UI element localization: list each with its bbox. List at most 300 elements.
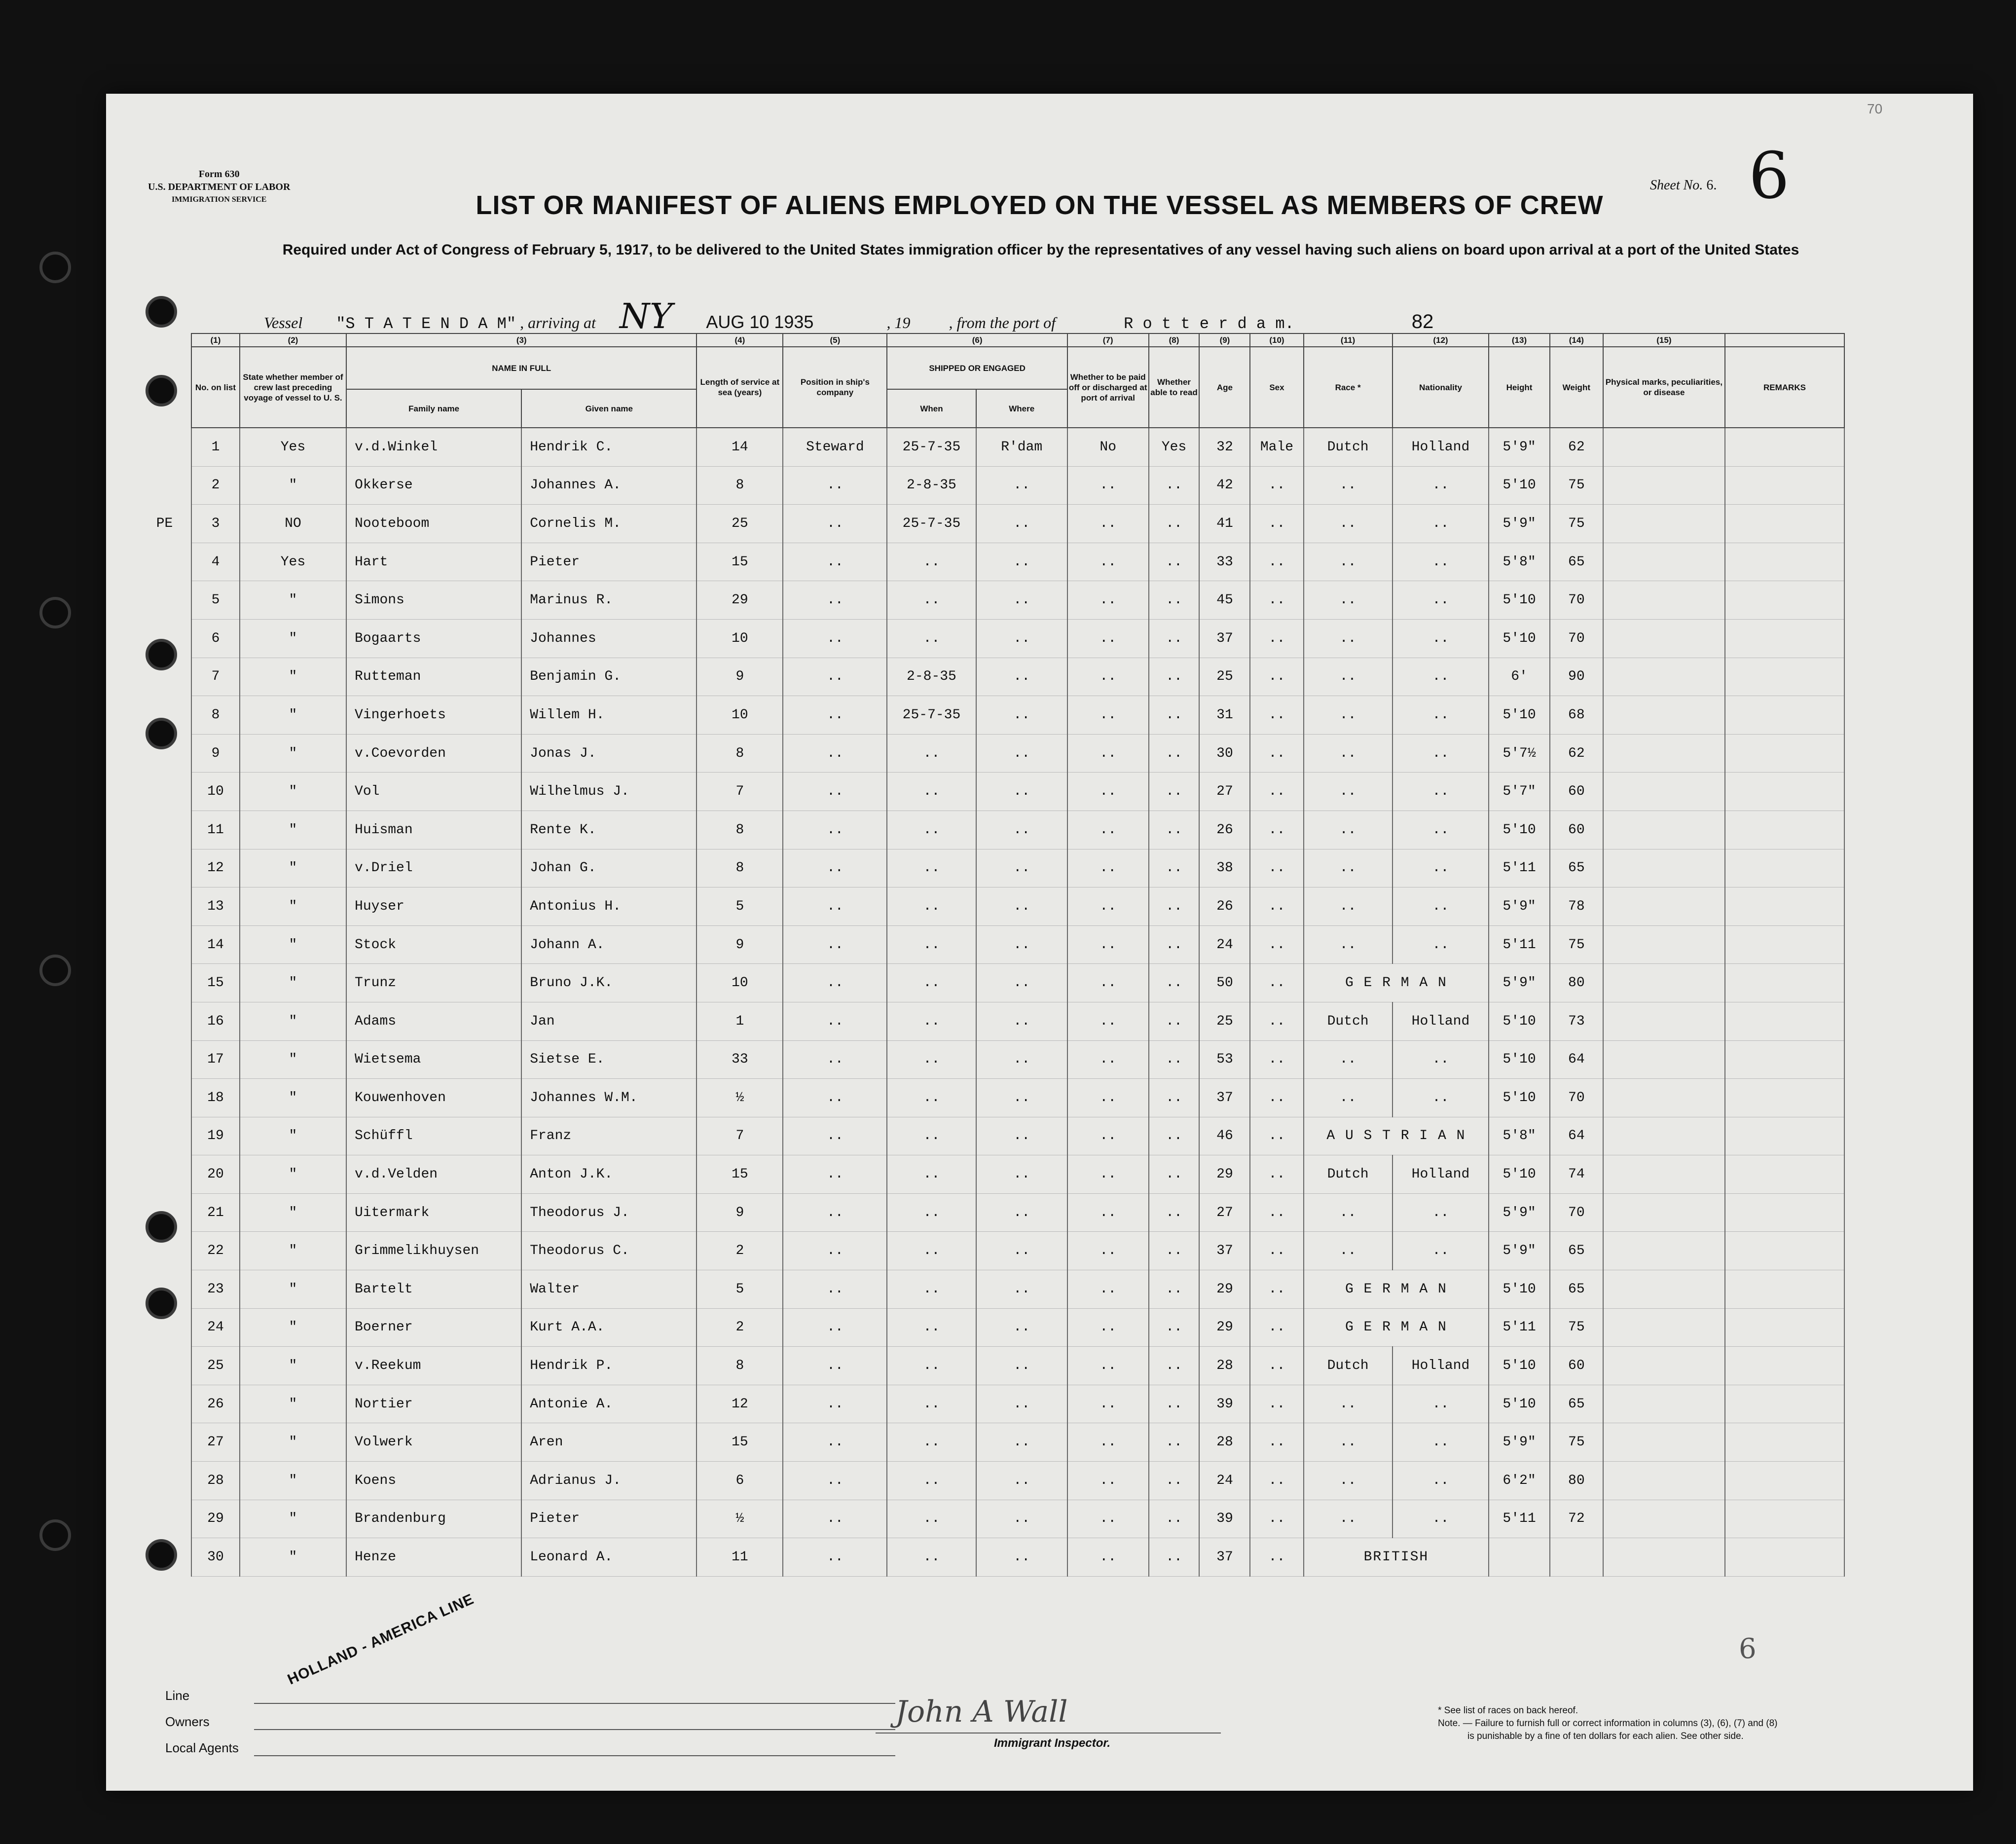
row-able-to-read: .. (1149, 887, 1200, 926)
row-prefix-mark (138, 925, 191, 964)
row-able-to-read: .. (1149, 964, 1200, 1002)
form-number: Form 630 (198, 169, 240, 180)
row-position: .. (783, 696, 887, 735)
row-paid-off: .. (1067, 734, 1149, 773)
row-prefix-mark (138, 581, 191, 620)
row-last-voyage: " (240, 1500, 346, 1538)
row-race: .. (1304, 887, 1393, 926)
row-length-of-service: 2 (696, 1308, 783, 1347)
row-position: .. (783, 887, 887, 926)
row-remarks (1725, 1040, 1844, 1079)
row-remarks (1725, 1500, 1844, 1538)
row-last-voyage: " (240, 1232, 346, 1270)
row-remarks (1725, 658, 1844, 696)
row-race: .. (1304, 619, 1393, 658)
row-remarks (1725, 1347, 1844, 1385)
row-sex: .. (1250, 1385, 1303, 1423)
row-prefix-mark (138, 1423, 191, 1462)
row-shipped-where: .. (976, 658, 1067, 696)
from-label: , from the port of (949, 314, 1056, 332)
row-weight: 65 (1550, 543, 1603, 581)
row-weight: 62 (1550, 428, 1603, 466)
row-physical-marks (1603, 964, 1725, 1002)
row-given-name: Willem H. (521, 696, 696, 735)
row-physical-marks (1603, 1040, 1725, 1079)
manifest-sheet (106, 94, 1973, 1791)
row-physical-marks (1603, 1538, 1725, 1577)
table-row (138, 619, 1844, 658)
row-last-voyage: " (240, 658, 346, 696)
row-remarks (1725, 1079, 1844, 1117)
row-height: 5'7½ (1489, 734, 1550, 773)
row-height: 5'10 (1489, 1155, 1550, 1194)
row-paid-off: .. (1067, 925, 1149, 964)
row-shipped-where: .. (976, 696, 1067, 735)
row-family-name: Huisman (346, 811, 521, 849)
row-shipped-when: .. (887, 734, 976, 773)
col-num-13: (13) (1489, 333, 1550, 347)
row-prefix-mark (138, 1462, 191, 1500)
row-number: 28 (191, 1462, 240, 1500)
row-number: 17 (191, 1040, 240, 1079)
row-physical-marks (1603, 1193, 1725, 1232)
row-prefix-mark (138, 811, 191, 849)
row-age: 45 (1199, 581, 1250, 620)
row-able-to-read: .. (1149, 1117, 1200, 1155)
row-shipped-where: .. (976, 466, 1067, 505)
row-shipped-where: .. (976, 505, 1067, 543)
row-shipped-where: .. (976, 1002, 1067, 1040)
row-weight: 90 (1550, 658, 1603, 696)
row-paid-off: .. (1067, 1423, 1149, 1462)
row-paid-off: .. (1067, 773, 1149, 811)
row-last-voyage: NO (240, 505, 346, 543)
row-number: 16 (191, 1002, 240, 1040)
row-nationality: Holland (1393, 1155, 1489, 1194)
row-shipped-where: .. (976, 1040, 1067, 1079)
row-nationality: .. (1393, 1193, 1489, 1232)
row-position: .. (783, 773, 887, 811)
binder-hole (39, 597, 71, 628)
row-shipped-when: .. (887, 1462, 976, 1500)
row-sex: .. (1250, 1538, 1303, 1577)
row-prefix-mark (138, 1117, 191, 1155)
row-remarks (1725, 619, 1844, 658)
row-position: .. (783, 964, 887, 1002)
row-given-name: Walter (521, 1270, 696, 1309)
row-length-of-service: 8 (696, 466, 783, 505)
row-physical-marks (1603, 1155, 1725, 1194)
row-shipped-when: .. (887, 1155, 976, 1194)
note-races: * See list of races on back hereof. (1438, 1705, 1578, 1716)
row-last-voyage: " (240, 1193, 346, 1232)
row-sex: .. (1250, 696, 1303, 735)
inspector-label: Immigrant Inspector. (994, 1736, 1111, 1750)
row-prefix-mark (138, 466, 191, 505)
row-prefix-mark (138, 1079, 191, 1117)
row-physical-marks (1603, 925, 1725, 964)
row-weight: 75 (1550, 505, 1603, 543)
row-physical-marks (1603, 1423, 1725, 1462)
row-physical-marks (1603, 1002, 1725, 1040)
row-race: Dutch (1304, 1155, 1393, 1194)
row-weight: 72 (1550, 1500, 1603, 1538)
row-physical-marks (1603, 1232, 1725, 1270)
row-shipped-when: .. (887, 773, 976, 811)
row-sex: .. (1250, 1193, 1303, 1232)
row-family-name: Boerner (346, 1308, 521, 1347)
binder-hole (39, 1519, 71, 1551)
row-last-voyage: " (240, 849, 346, 887)
table-row (138, 1538, 1844, 1577)
row-remarks (1725, 1308, 1844, 1347)
row-shipped-when: .. (887, 543, 976, 581)
row-last-voyage: " (240, 773, 346, 811)
row-age: 46 (1199, 1117, 1250, 1155)
row-family-name: Bogaarts (346, 619, 521, 658)
row-given-name: Sietse E. (521, 1040, 696, 1079)
row-number: 1 (191, 428, 240, 466)
owners-rule (254, 1729, 895, 1730)
row-age: 39 (1199, 1500, 1250, 1538)
year-label: , 19 (886, 314, 911, 332)
row-number: 3 (191, 505, 240, 543)
row-given-name: Jonas J. (521, 734, 696, 773)
row-weight: 60 (1550, 773, 1603, 811)
bottom-mark: 6 (1739, 1633, 1757, 1665)
row-position: .. (783, 1002, 887, 1040)
row-last-voyage: " (240, 1079, 346, 1117)
row-sex: .. (1250, 1347, 1303, 1385)
row-physical-marks (1603, 658, 1725, 696)
row-physical-marks (1603, 505, 1725, 543)
col-name-in-full: NAME IN FULL (346, 347, 696, 389)
row-family-name: Grimmelikhuysen (346, 1232, 521, 1270)
row-family-name: Henze (346, 1538, 521, 1577)
row-able-to-read: .. (1149, 734, 1200, 773)
row-paid-off: .. (1067, 811, 1149, 849)
row-last-voyage: " (240, 1538, 346, 1577)
row-race: .. (1304, 1385, 1393, 1423)
row-shipped-where: .. (976, 1423, 1067, 1462)
row-shipped-when: .. (887, 849, 976, 887)
row-nationality: .. (1393, 1079, 1489, 1117)
row-nationality: .. (1393, 1462, 1489, 1500)
row-family-name: Nortier (346, 1385, 521, 1423)
table-row (138, 1308, 1844, 1347)
row-weight: 65 (1550, 849, 1603, 887)
row-paid-off: .. (1067, 1232, 1149, 1270)
row-remarks (1725, 773, 1844, 811)
row-number: 10 (191, 773, 240, 811)
row-age: 29 (1199, 1270, 1250, 1309)
row-shipped-where: .. (976, 1308, 1067, 1347)
row-paid-off: .. (1067, 1347, 1149, 1385)
row-last-voyage: " (240, 1462, 346, 1500)
row-sex: .. (1250, 849, 1303, 887)
row-number: 20 (191, 1155, 240, 1194)
table-header (138, 333, 1844, 428)
row-shipped-where: .. (976, 925, 1067, 964)
row-nationality: .. (1393, 887, 1489, 926)
col-able-to-read: Whether able to read (1149, 347, 1200, 428)
row-shipped-where: .. (976, 1155, 1067, 1194)
row-height: 5'7" (1489, 773, 1550, 811)
row-nationality: .. (1393, 1500, 1489, 1538)
row-weight: 62 (1550, 734, 1603, 773)
table-row (138, 505, 1844, 543)
col-given-name: Given name (521, 389, 696, 428)
row-sex: .. (1250, 1002, 1303, 1040)
col-no-on-list: No. on list (191, 347, 240, 428)
row-length-of-service: 7 (696, 773, 783, 811)
row-sex: .. (1250, 964, 1303, 1002)
row-able-to-read: .. (1149, 581, 1200, 620)
col-shipped-or-engaged: SHIPPED OR ENGAGED (887, 347, 1067, 389)
row-remarks (1725, 1462, 1844, 1500)
row-sex: .. (1250, 505, 1303, 543)
row-given-name: Bruno J.K. (521, 964, 696, 1002)
row-number: 27 (191, 1423, 240, 1462)
binder-hole (146, 1539, 177, 1571)
row-position: .. (783, 925, 887, 964)
row-race: G E R M A N (1304, 1308, 1489, 1347)
row-given-name: Rente K. (521, 811, 696, 849)
row-able-to-read: .. (1149, 658, 1200, 696)
row-physical-marks (1603, 1500, 1725, 1538)
service-name: IMMIGRATION SERVICE (171, 195, 267, 204)
col-sex: Sex (1250, 347, 1303, 428)
row-family-name: Rutteman (346, 658, 521, 696)
row-shipped-when: .. (887, 925, 976, 964)
row-physical-marks (1603, 696, 1725, 735)
row-paid-off: .. (1067, 619, 1149, 658)
row-shipped-when: .. (887, 1308, 976, 1347)
row-nationality: .. (1393, 1040, 1489, 1079)
table-row (138, 1079, 1844, 1117)
row-number: 12 (191, 849, 240, 887)
row-height: 5'10 (1489, 811, 1550, 849)
row-weight: 70 (1550, 581, 1603, 620)
row-able-to-read: .. (1149, 1538, 1200, 1577)
row-last-voyage: Yes (240, 428, 346, 466)
row-nationality: .. (1393, 543, 1489, 581)
row-nationality: .. (1393, 734, 1489, 773)
row-paid-off: .. (1067, 1040, 1149, 1079)
row-remarks (1725, 734, 1844, 773)
row-shipped-where: .. (976, 581, 1067, 620)
row-remarks (1725, 1117, 1844, 1155)
row-age: 53 (1199, 1040, 1250, 1079)
row-length-of-service: 7 (696, 1117, 783, 1155)
row-family-name: Adams (346, 1002, 521, 1040)
row-family-name: Huyser (346, 887, 521, 926)
row-given-name: Cornelis M. (521, 505, 696, 543)
table-row (138, 1347, 1844, 1385)
row-length-of-service: 12 (696, 1385, 783, 1423)
col-num-12: (12) (1393, 333, 1489, 347)
table-row (138, 849, 1844, 887)
row-number: 2 (191, 466, 240, 505)
page-title: LIST OR MANIFEST OF ALIENS EMPLOYED ON THE VESSEL AS MEMBERS OF CREW (476, 190, 1604, 220)
row-paid-off: .. (1067, 887, 1149, 926)
row-number: 18 (191, 1079, 240, 1117)
row-age: 37 (1199, 619, 1250, 658)
row-shipped-when: 25-7-35 (887, 505, 976, 543)
row-height: 5'10 (1489, 619, 1550, 658)
row-able-to-read: .. (1149, 1462, 1200, 1500)
row-last-voyage: " (240, 619, 346, 658)
row-paid-off: .. (1067, 696, 1149, 735)
row-family-name: v.Driel (346, 849, 521, 887)
row-race: .. (1304, 1423, 1393, 1462)
col-where: Where (976, 389, 1067, 428)
sheet-number-handwritten: 6 (1749, 138, 1790, 213)
row-remarks (1725, 581, 1844, 620)
table-row (138, 1117, 1844, 1155)
row-position: .. (783, 1040, 887, 1079)
row-position: Steward (783, 428, 887, 466)
row-paid-off: .. (1067, 1385, 1149, 1423)
row-sex: Male (1250, 428, 1303, 466)
row-age: 26 (1199, 811, 1250, 849)
row-length-of-service: 10 (696, 619, 783, 658)
row-sex: .. (1250, 1423, 1303, 1462)
row-shipped-where: .. (976, 1270, 1067, 1309)
row-height: 5'9" (1489, 505, 1550, 543)
row-given-name: Theodorus J. (521, 1193, 696, 1232)
row-last-voyage: " (240, 1040, 346, 1079)
row-physical-marks (1603, 581, 1725, 620)
table-row (138, 964, 1844, 1002)
row-physical-marks (1603, 543, 1725, 581)
row-last-voyage: Yes (240, 543, 346, 581)
owners-label: Owners (165, 1714, 210, 1729)
row-length-of-service: 9 (696, 1193, 783, 1232)
row-prefix-mark (138, 428, 191, 466)
row-remarks (1725, 696, 1844, 735)
row-race: G E R M A N (1304, 964, 1489, 1002)
row-able-to-read: .. (1149, 1423, 1200, 1462)
footer-notes (1438, 1704, 1777, 1743)
row-height: 5'9" (1489, 1232, 1550, 1270)
row-length-of-service: 25 (696, 505, 783, 543)
row-remarks (1725, 1193, 1844, 1232)
row-age: 27 (1199, 1193, 1250, 1232)
row-last-voyage: " (240, 1117, 346, 1155)
row-age: 39 (1199, 1385, 1250, 1423)
row-age: 30 (1199, 734, 1250, 773)
row-race: .. (1304, 849, 1393, 887)
row-weight (1550, 1538, 1603, 1577)
row-physical-marks (1603, 773, 1725, 811)
row-age: 24 (1199, 925, 1250, 964)
row-number: 11 (191, 811, 240, 849)
row-weight: 74 (1550, 1155, 1603, 1194)
row-prefix-mark: PE (156, 516, 173, 531)
row-position: .. (783, 811, 887, 849)
row-nationality: .. (1393, 1385, 1489, 1423)
row-height: 5'11 (1489, 1308, 1550, 1347)
row-number: 21 (191, 1193, 240, 1232)
row-race: G E R M A N (1304, 1270, 1489, 1309)
row-weight: 60 (1550, 811, 1603, 849)
row-sex: .. (1250, 466, 1303, 505)
row-paid-off: .. (1067, 505, 1149, 543)
row-shipped-where: .. (976, 1079, 1067, 1117)
row-last-voyage: " (240, 1270, 346, 1309)
row-age: 42 (1199, 466, 1250, 505)
row-race: .. (1304, 1462, 1393, 1500)
row-weight: 64 (1550, 1117, 1603, 1155)
row-race: .. (1304, 925, 1393, 964)
row-paid-off: .. (1067, 658, 1149, 696)
row-paid-off: .. (1067, 1193, 1149, 1232)
row-race: .. (1304, 1079, 1393, 1117)
row-length-of-service: 1 (696, 1002, 783, 1040)
row-given-name: Johannes W.M. (521, 1079, 696, 1117)
row-shipped-when: 2-8-35 (887, 466, 976, 505)
row-sex: .. (1250, 1500, 1303, 1538)
row-position: .. (783, 581, 887, 620)
row-prefix-mark (138, 1155, 191, 1194)
row-shipped-when: .. (887, 1423, 976, 1462)
row-position: .. (783, 1117, 887, 1155)
row-able-to-read: .. (1149, 1385, 1200, 1423)
row-shipped-where: .. (976, 1232, 1067, 1270)
line-rule (254, 1703, 895, 1704)
row-given-name: Hendrik C. (521, 428, 696, 466)
row-family-name: v.Coevorden (346, 734, 521, 773)
inspector-signature: John A Wall (895, 1695, 1068, 1729)
row-family-name: Vingerhoets (346, 696, 521, 735)
col-nationality: Nationality (1393, 347, 1489, 428)
row-remarks (1725, 466, 1844, 505)
row-nationality: .. (1393, 1232, 1489, 1270)
row-race: .. (1304, 658, 1393, 696)
row-paid-off: .. (1067, 1002, 1149, 1040)
row-height (1489, 1538, 1550, 1577)
table-row (138, 1193, 1844, 1232)
row-paid-off: .. (1067, 1155, 1149, 1194)
row-race: .. (1304, 1500, 1393, 1538)
row-given-name: Johan G. (521, 849, 696, 887)
row-paid-off: .. (1067, 1117, 1149, 1155)
row-number: 25 (191, 1347, 240, 1385)
corner-mark: 70 (1867, 101, 1883, 116)
row-given-name: Antonie A. (521, 1385, 696, 1423)
row-last-voyage: " (240, 1347, 346, 1385)
row-given-name: Johann A. (521, 925, 696, 964)
table-row (138, 543, 1844, 581)
row-nationality: Holland (1393, 1347, 1489, 1385)
row-able-to-read: .. (1149, 1155, 1200, 1194)
row-given-name: Hendrik P. (521, 1347, 696, 1385)
row-sex: .. (1250, 773, 1303, 811)
row-weight: 64 (1550, 1040, 1603, 1079)
sheet-label: Sheet No. (1650, 178, 1703, 193)
row-number: 19 (191, 1117, 240, 1155)
row-physical-marks (1603, 1079, 1725, 1117)
from-port: R o t t e r d a m. (1124, 315, 1294, 333)
row-length-of-service: 11 (696, 1538, 783, 1577)
row-nationality: .. (1393, 849, 1489, 887)
row-family-name: v.Reekum (346, 1347, 521, 1385)
row-nationality: .. (1393, 581, 1489, 620)
row-height: 5'11 (1489, 1500, 1550, 1538)
row-shipped-when: 25-7-35 (887, 696, 976, 735)
row-last-voyage: " (240, 466, 346, 505)
